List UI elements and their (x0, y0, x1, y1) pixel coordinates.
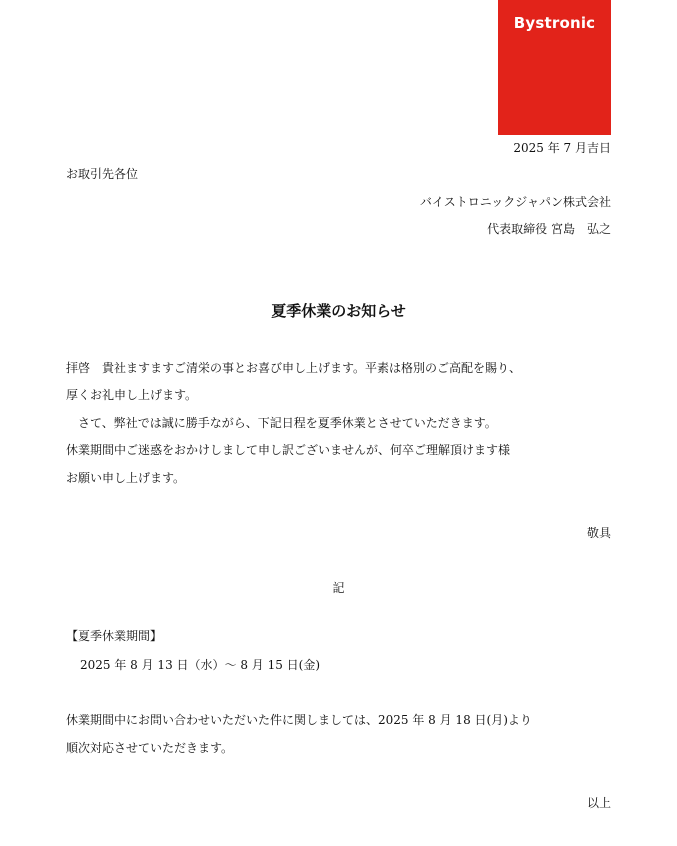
closing-ijo: 以上 (586, 796, 611, 810)
body-line-3: さて、弊社では誠に勝手ながら、下記日程を夏季休業とさせていただきます。 (66, 416, 497, 430)
note-line-2: 順次対応させていただきます。 (66, 741, 234, 755)
body-line-2: 厚くお礼申し上げます。 (66, 388, 198, 402)
body-line-1: 拝啓 貴社ますますご清栄の事とお喜び申し上げます。平素は格別のご高配を賜り、 (66, 361, 522, 375)
closing-keigu: 敬具 (586, 526, 611, 540)
ki-marker: 記 (332, 581, 345, 595)
note-line-1: 休業期間中にお問い合わせいただいた件に関しましては、2025 年 8 月 18 日(月)より (66, 713, 532, 727)
recipient: お取引先各位 (66, 167, 139, 181)
logo-wordmark: Bystronic (513, 14, 596, 32)
body-line-4: 休業期間中ご迷惑をおかけしまして申し訳ございませんが、何卒ご理解頂けます様 (66, 443, 511, 457)
sender-representative: 代表取締役 宮島 弘之 (487, 222, 611, 236)
notice-title: 夏季休業のお知らせ (271, 302, 406, 320)
period-dates: 2025 年 8 月 13 日（水）～ 8 月 15 日(金) (80, 658, 321, 672)
sender-company: バイストロニックジャパン株式会社 (419, 195, 611, 209)
notice-date: 2025 年 7 月吉日 (513, 141, 611, 155)
period-heading: 【夏季休業期間】 (66, 629, 163, 643)
body-line-5: お願い申し上げます。 (66, 471, 186, 485)
company-logo (498, 0, 611, 135)
